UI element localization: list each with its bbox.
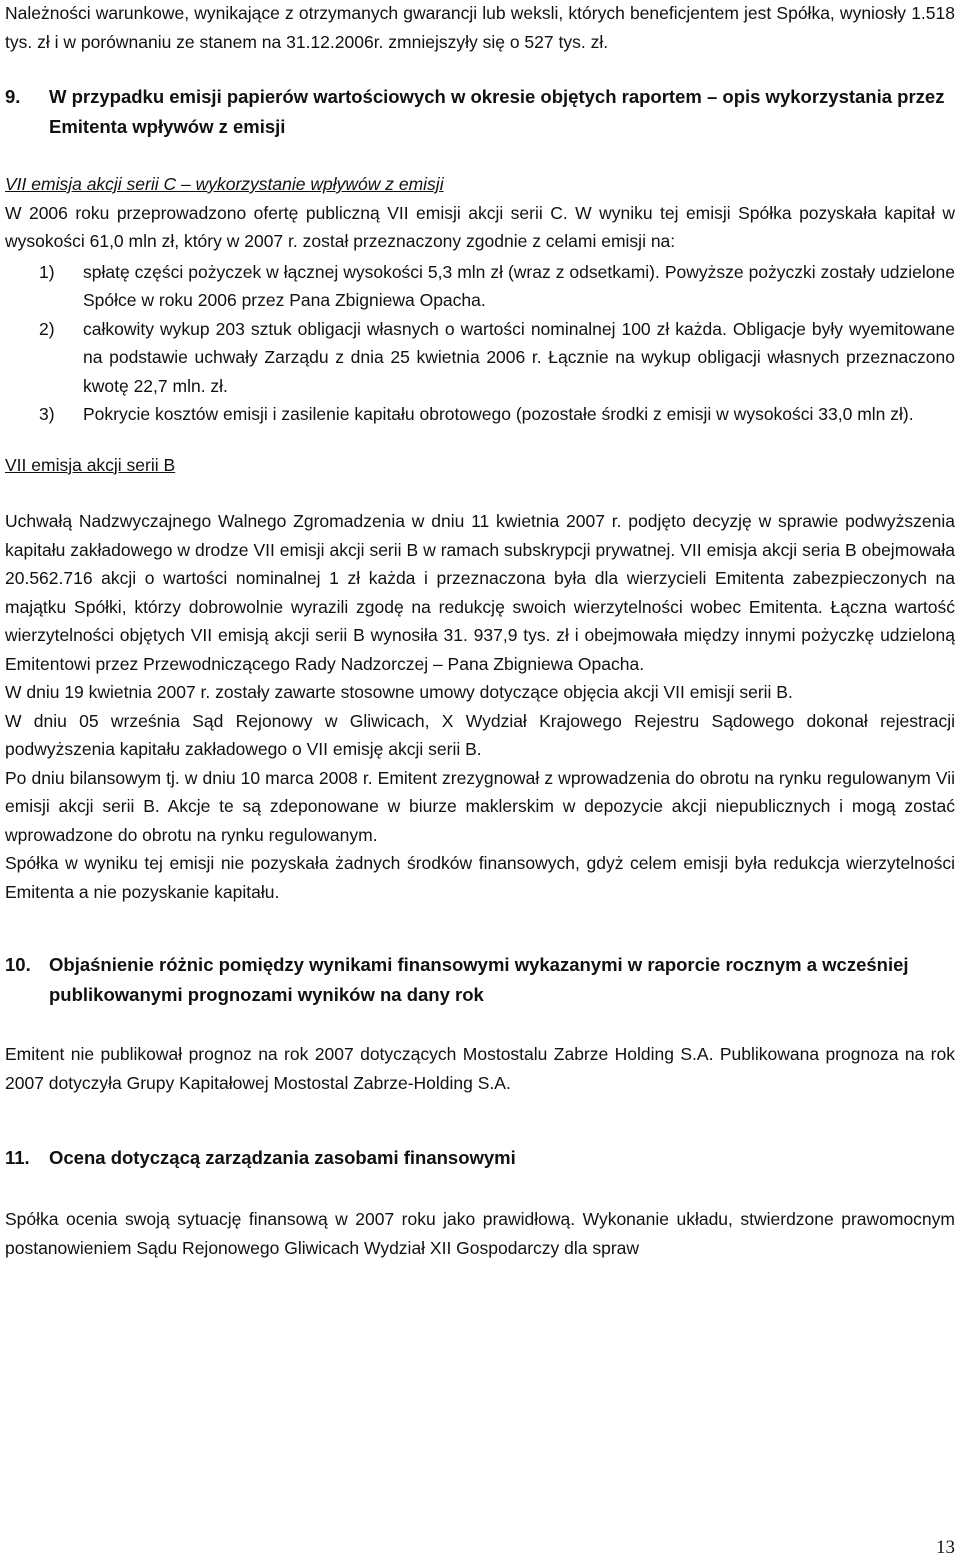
section-10-paragraph: Emitent nie publikował prognoz na rok 2007 dotyczących Mostostalu Zabrze Holding S.A. Publikowana prognoza na rok 2007 dotyczyła Grupy Kapitałowej Mostostal Zabrze-Holding S.A. [5,1044,955,1093]
section-11-number: 11. [5,1147,30,1168]
page-number: 13 [936,1537,955,1558]
subsection-series-c-heading: VII emisja akcji serii C – wykorzystanie wpływów z emisji [5,174,444,194]
list-item: 1) spłatę części pożyczek w łącznej wysokości 5,3 mln zł (wraz z odsetkami). Powyższe pożyczki zostały udzielone Spółce w roku 2006 przez Pana Zbigniewa Opacha. [39,261,955,310]
subsection-series-b-body [5,507,955,906]
usage-list [5,258,955,429]
series-b-paragraph: W dniu 05 września Sąd Rejonowy w Gliwicach, X Wydział Krajowego Rejestru Sądowego dokonał rejestracji podwyższenia kapitału zakładowego o VII emisję akcji serii B. [5,710,955,759]
series-b-paragraph: Spółka w wyniku tej emisji nie pozyskała żadnych środków finansowych, gdyż celem emisji była redukcja wierzytelności Emitenta a nie pozyskanie kapitału. [5,853,955,902]
section-11-paragraph: Spółka ocenia swoją sytuację finansową w 2007 roku jako prawidłową. Wykonanie układu, stwierdzone prawomocnym postanowieniem Sądu Rejonowego Gliwicach Wydział XII Gospodarczy dla spraw [5,1209,955,1258]
section-10-title: Objaśnienie różnic pomiędzy wynikami finansowymi wykazanymi w raporcie rocznym a wcześniej publikowanymi prognozami wyników na dany rok [49,954,909,1005]
section-11-heading [5,1143,955,1173]
series-b-paragraph: Uchwałą Nadzwyczajnego Walnego Zgromadzenia w dniu 11 kwietnia 2007 r. podjęto decyzję w sprawie podwyższenia kapitału zakładowego w drodze VII emisji akcji serii B w ramach subskrypcji prywatnej. VII emisja akcji seria B obejmowała 20.562.716 akcji o wartości nominalnej 1 zł każda i przeznaczona była dla wierzycieli Emitenta zabezpieczonych na majątku Spółki, którzy dobrowolnie wyrazili zgodę na redukcję swoich wierzytelności wobec Emitenta. Łączna wartość wierzytelności objętych VII emisją akcji serii B wynosiła 31. 937,9 tys. zł i obejmowała między innymi pożyczkę udzieloną Emitentowi przez Przewodniczącego Rady Nadzorczej – Pana Zbigniewa Opacha. [5,511,955,674]
section-10-number: 10. [5,954,31,975]
section-11-title: Ocena dotyczącą zarządzania zasobami finansowymi [49,1147,516,1168]
list-item: 2) całkowity wykup 203 sztuk obligacji własnych o wartości nominalnej 100 zł każda. Obligacje były wyemitowane na podstawie uchwały Zarządu z dnia 25 kwietnia 2006 r. Łącznie na wykup obligacji własnych przeznaczono kwotę 22,7 mln. zł. [39,318,955,396]
section-10-heading [5,950,955,1010]
subsection-series-b-heading: VII emisja akcji serii B [5,454,176,475]
series-b-paragraph: W dniu 19 kwietnia 2007 r. zostały zawarte stosowne umowy dotyczące objęcia akcji VII emisji serii B. [5,682,793,702]
intro-paragraph: Należności warunkowe, wynikające z otrzymanych gwarancji lub weksli, których beneficjentem jest Spółka, wyniosły 1.518 tys. zł i w porównaniu ze stanem na 31.12.2006r. zmniejszyły się o 527 tys. zł. [5,3,955,52]
section-9-heading [5,82,955,142]
subsection-series-c-paragraph: W 2006 roku przeprowadzono ofertę publiczną VII emisji akcji serii C. W wyniku tej emisji Spółka pozyskała kapitał w wysokości 61,0 mln zł, który w 2007 r. został przeznaczony zgodnie z celami emisji na: [5,202,955,251]
section-9-title: W przypadku emisji papierów wartościowych w okresie objętych raportem – opis wykorzystania przez Emitenta wpływów z emisji [49,86,945,137]
section-9-number: 9. [5,86,21,107]
list-item: 3) Pokrycie kosztów emisji i zasilenie kapitału obrotowego (pozostałe środki z emisji w wysokości 33,0 mln zł). [39,404,914,424]
document-page [5,0,955,1262]
series-b-paragraph: Po dniu bilansowym tj. w dniu 10 marca 2008 r. Emitent zrezygnował z wprowadzenia do obrotu na rynku regulowanym Vii emisji akcji serii B. Akcje te są zdeponowane w biurze maklerskim w depozycie akcji niepublicznych i mogą zostać wprowadzone do obrotu na rynku regulowanym. [5,767,955,845]
